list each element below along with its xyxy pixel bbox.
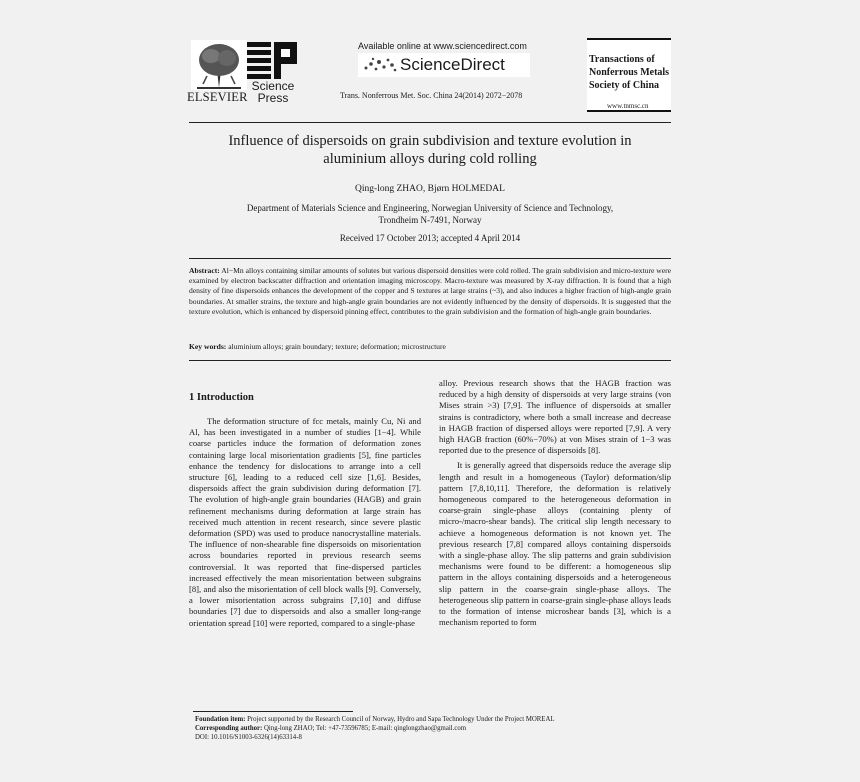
journal-citation: Trans. Nonferrous Met. Soc. China 24(2014) 2072−2078 — [340, 91, 523, 100]
right-column — [439, 378, 671, 628]
left-column — [189, 416, 421, 629]
elsevier-wordmark: ELSEVIER — [187, 90, 248, 104]
abstract-text: Al−Mn alloys containing similar amounts of solutes but various dispersoid densities were cold rolled. The grain subdivision and micro-texture were examined by electron backscatter diffraction and orientation imaging microscopy. Macro-texture was measured by X-ray diffraction. It is found that a high density of fine dispersoids enhances the development of the copper and S textures at large strains (~3), and also induces a higher fraction of high-angle grain boundaries. At smaller strains, the texture and high-angle grain boundaries are not evidently influenced by the density of dispersoids. It is suggested that the texture evolution, which is enhanced by dispersoid pinning effect, contributes to the grain subdivision and the formation of high-angle grain boundaries. — [189, 266, 672, 316]
author-affiliation: Department of Materials Science and Engineering, Norwegian University of Science and Technology, Trondheim N-7491, Norway — [246, 203, 614, 225]
received-dates: Received 17 October 2013; accepted 4 April 2014 — [339, 233, 521, 243]
right-paragraph-1: alloy. Previous research shows that the HAGB fraction was reduced by a high density of dispersoids at very large strains (von Mises strain >3) [7,9]. The influence of dispersoids at smaller strains is contradictory, where both a small increase and decrease in HAGB fraction of dispersed alloys were reported [7,9]. A very high HAGB fraction (60%−70%) at von Mises strain of 1−3 was reported due to the presence of dispersoids [8]. — [439, 378, 671, 456]
journal-header — [175, 30, 685, 120]
corresponding-author-note: Corresponding author: Qing-long ZHAO; Tel: +47-73596785; E-mail: qinglongzhao@gmail.com — [195, 725, 467, 732]
right-paragraph-2: It is generally agreed that dispersoids reduce the average slip length and result in a homogeneous (Taylor) deformation/slip pattern [7,8,10,11]. Therefore, the deformation is relatively homogeneous compared to the heterogeneous deformation in coarse-grain single-phase alloys (containing plenty of micro-/macro-shear bands). The critical slip length necessary to achieve a homogeneous deformation is not known yet. The previous research [7,8] compared alloys containing dispersoids with a single-phase alloy. The slip patterns and grain subdivision mechanisms were found to be different: a homogeneous slip pattern in the alloys containing dispersoids and a heterogeneous slip pattern in the coarse-grain single-phase alloys. The heterogeneous slip pattern in coarse-grain single-phase alloys leads to the formation of intense microshear bands [3], which is a mechanism reported to form — [439, 460, 671, 628]
keywords — [189, 342, 671, 351]
header-rule — [189, 122, 671, 123]
tnmsc-logo-box — [587, 38, 671, 112]
abstract-top-rule — [189, 258, 671, 259]
article-title: Influence of dispersoids on grain subdivision and texture evolution in aluminium alloys during cold rolling — [228, 133, 632, 167]
sciencedirect-wordmark: ScienceDirect — [400, 55, 505, 74]
doi-note: DOI: 10.1016/S1003-6326(14)63314-8 — [195, 734, 302, 741]
paper-page — [175, 30, 685, 752]
sciencedirect-banner — [358, 53, 530, 77]
author-list: Qing-long ZHAO, Bjørn HOLMEDAL — [355, 184, 505, 194]
keywords-label: Key words: — [189, 342, 227, 351]
intro-paragraph: The deformation structure of fcc metals, mainly Cu, Ni and Al, has been investigated in a number of studies [1−4]. While coarse particles induce the formation of deformation zones containing large local misorientation gradients [5], fine particles enhance the tendency for dislocations to arrange into a cell structure [6], leading to a reduced cell size [1,6]. Besides, dispersoids affect the grain subdivision during deformation [7]. The evolution of high-angle grain boundaries (HAGB) and grain refinement mechanisms during deformation at large strain has received much attention in recent research, since severe plastic deformation (SPD) was used to produce nanocrystalline materials. The influence of non-shearable fine dispersoids on misorientation across boundaries reported in previous research seems controversial. It was reported that fine-dispersed particles increased effectively the mean misorientation between subgrains [8], and also the misorientation of cell block walls [9]. Conversely, a lower misorientation across subgrains [7,10] and diffuse boundaries [7] due to dispersoids and also a smaller long-range orientation spread [10] were reported, compared to a single-phase — [189, 416, 421, 628]
tnmsc-title: Transactions of Nonferrous Metals Society of China — [589, 54, 670, 91]
footnote-rule — [193, 711, 353, 712]
abstract-bottom-rule — [189, 360, 671, 361]
science-press-logo — [247, 40, 299, 80]
abstract-label: Abstract: — [189, 266, 220, 275]
available-online-text: Available online at www.sciencedirect.com — [358, 41, 527, 51]
footnote — [195, 715, 665, 742]
keywords-text: aluminium alloys; grain boundary; texture; deformation; microstructure — [228, 342, 446, 351]
sciencedirect-dots-icon — [362, 56, 398, 74]
section-heading: 1 Introduction — [189, 392, 254, 403]
science-press-wordmark: Science Press — [251, 79, 295, 105]
abstract — [189, 266, 671, 317]
foundation-note: Foundation item: Project supported by the Research Council of Norway, Hydro and Sapa Technology Under the Project MOREAL — [195, 716, 555, 723]
tnmsc-url: www.tnmsc.cn — [607, 102, 649, 110]
